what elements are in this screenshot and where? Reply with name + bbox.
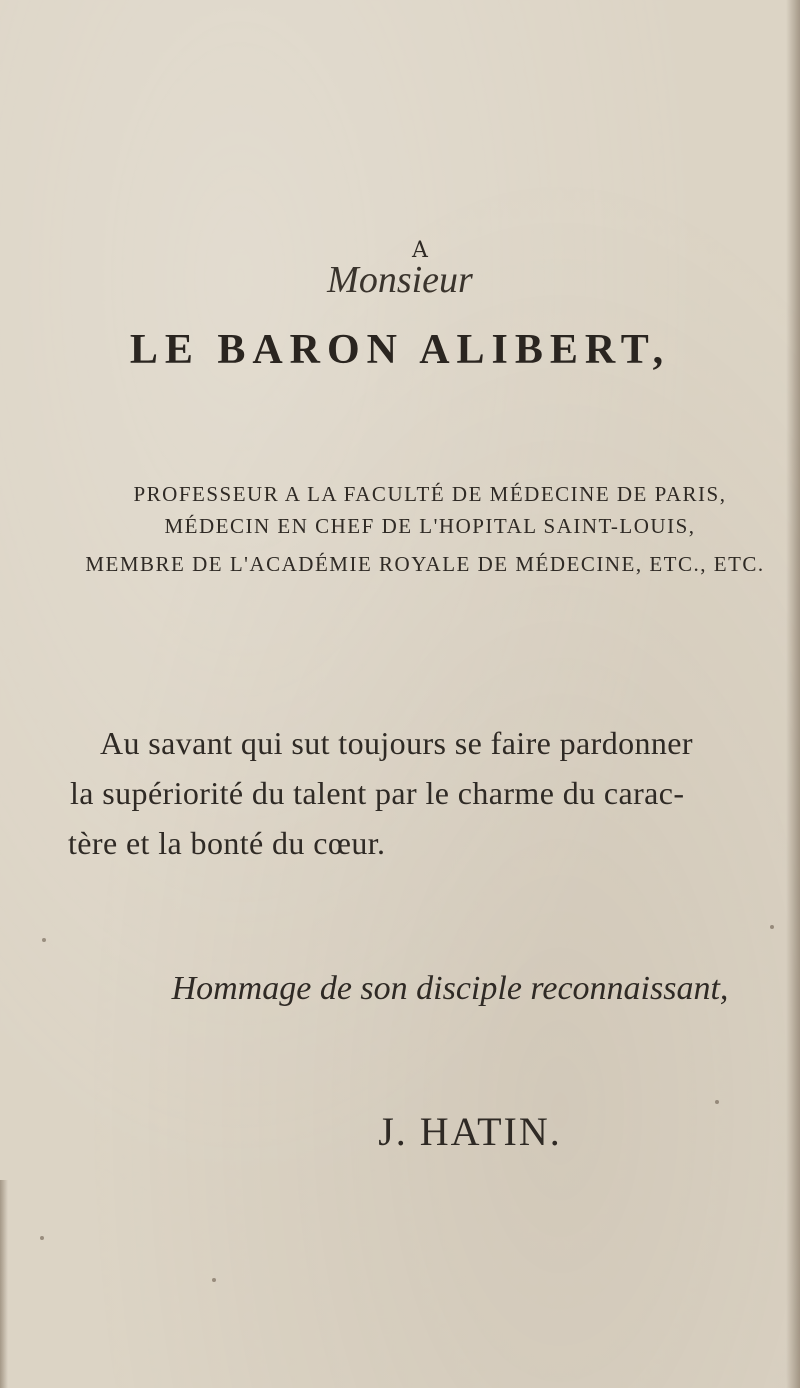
page-edge-shadow-left — [0, 1180, 8, 1388]
dedicatee-title: MÉDECIN EN CHEF DE L'HOPITAL SAINT-LOUIS, — [164, 514, 696, 538]
dedication-preposition: A — [412, 238, 428, 263]
paper-speck — [770, 925, 774, 929]
paper-speck — [40, 1236, 44, 1240]
paper-speck — [212, 1278, 216, 1282]
dedication-line: Au savant qui sut toujours se faire pardonner — [100, 725, 693, 761]
dedicatee-name: LE BARON ALIBERT, — [129, 327, 671, 373]
page-edge-shadow — [786, 0, 800, 1388]
dedicatee-title: PROFESSEUR A LA FACULTÉ DE MÉDECINE DE PARIS, — [133, 482, 727, 506]
paper-speck — [715, 1100, 719, 1104]
paper-speck — [42, 938, 46, 942]
dedicatee-title: MEMBRE DE L'ACADÉMIE ROYALE DE MÉDECINE, ETC., ETC. — [85, 552, 765, 576]
dedication-line: la supériorité du talent par le charme du carac- — [70, 775, 685, 811]
dedication-line: tère et la bonté du cœur. — [68, 825, 386, 861]
dedication-paragraph — [68, 718, 740, 868]
homage-line: Hommage de son disciple reconnaissant, — [171, 970, 729, 1007]
author-signature: J. HATIN. — [378, 1109, 562, 1154]
salutation: Monsieur — [327, 259, 473, 301]
